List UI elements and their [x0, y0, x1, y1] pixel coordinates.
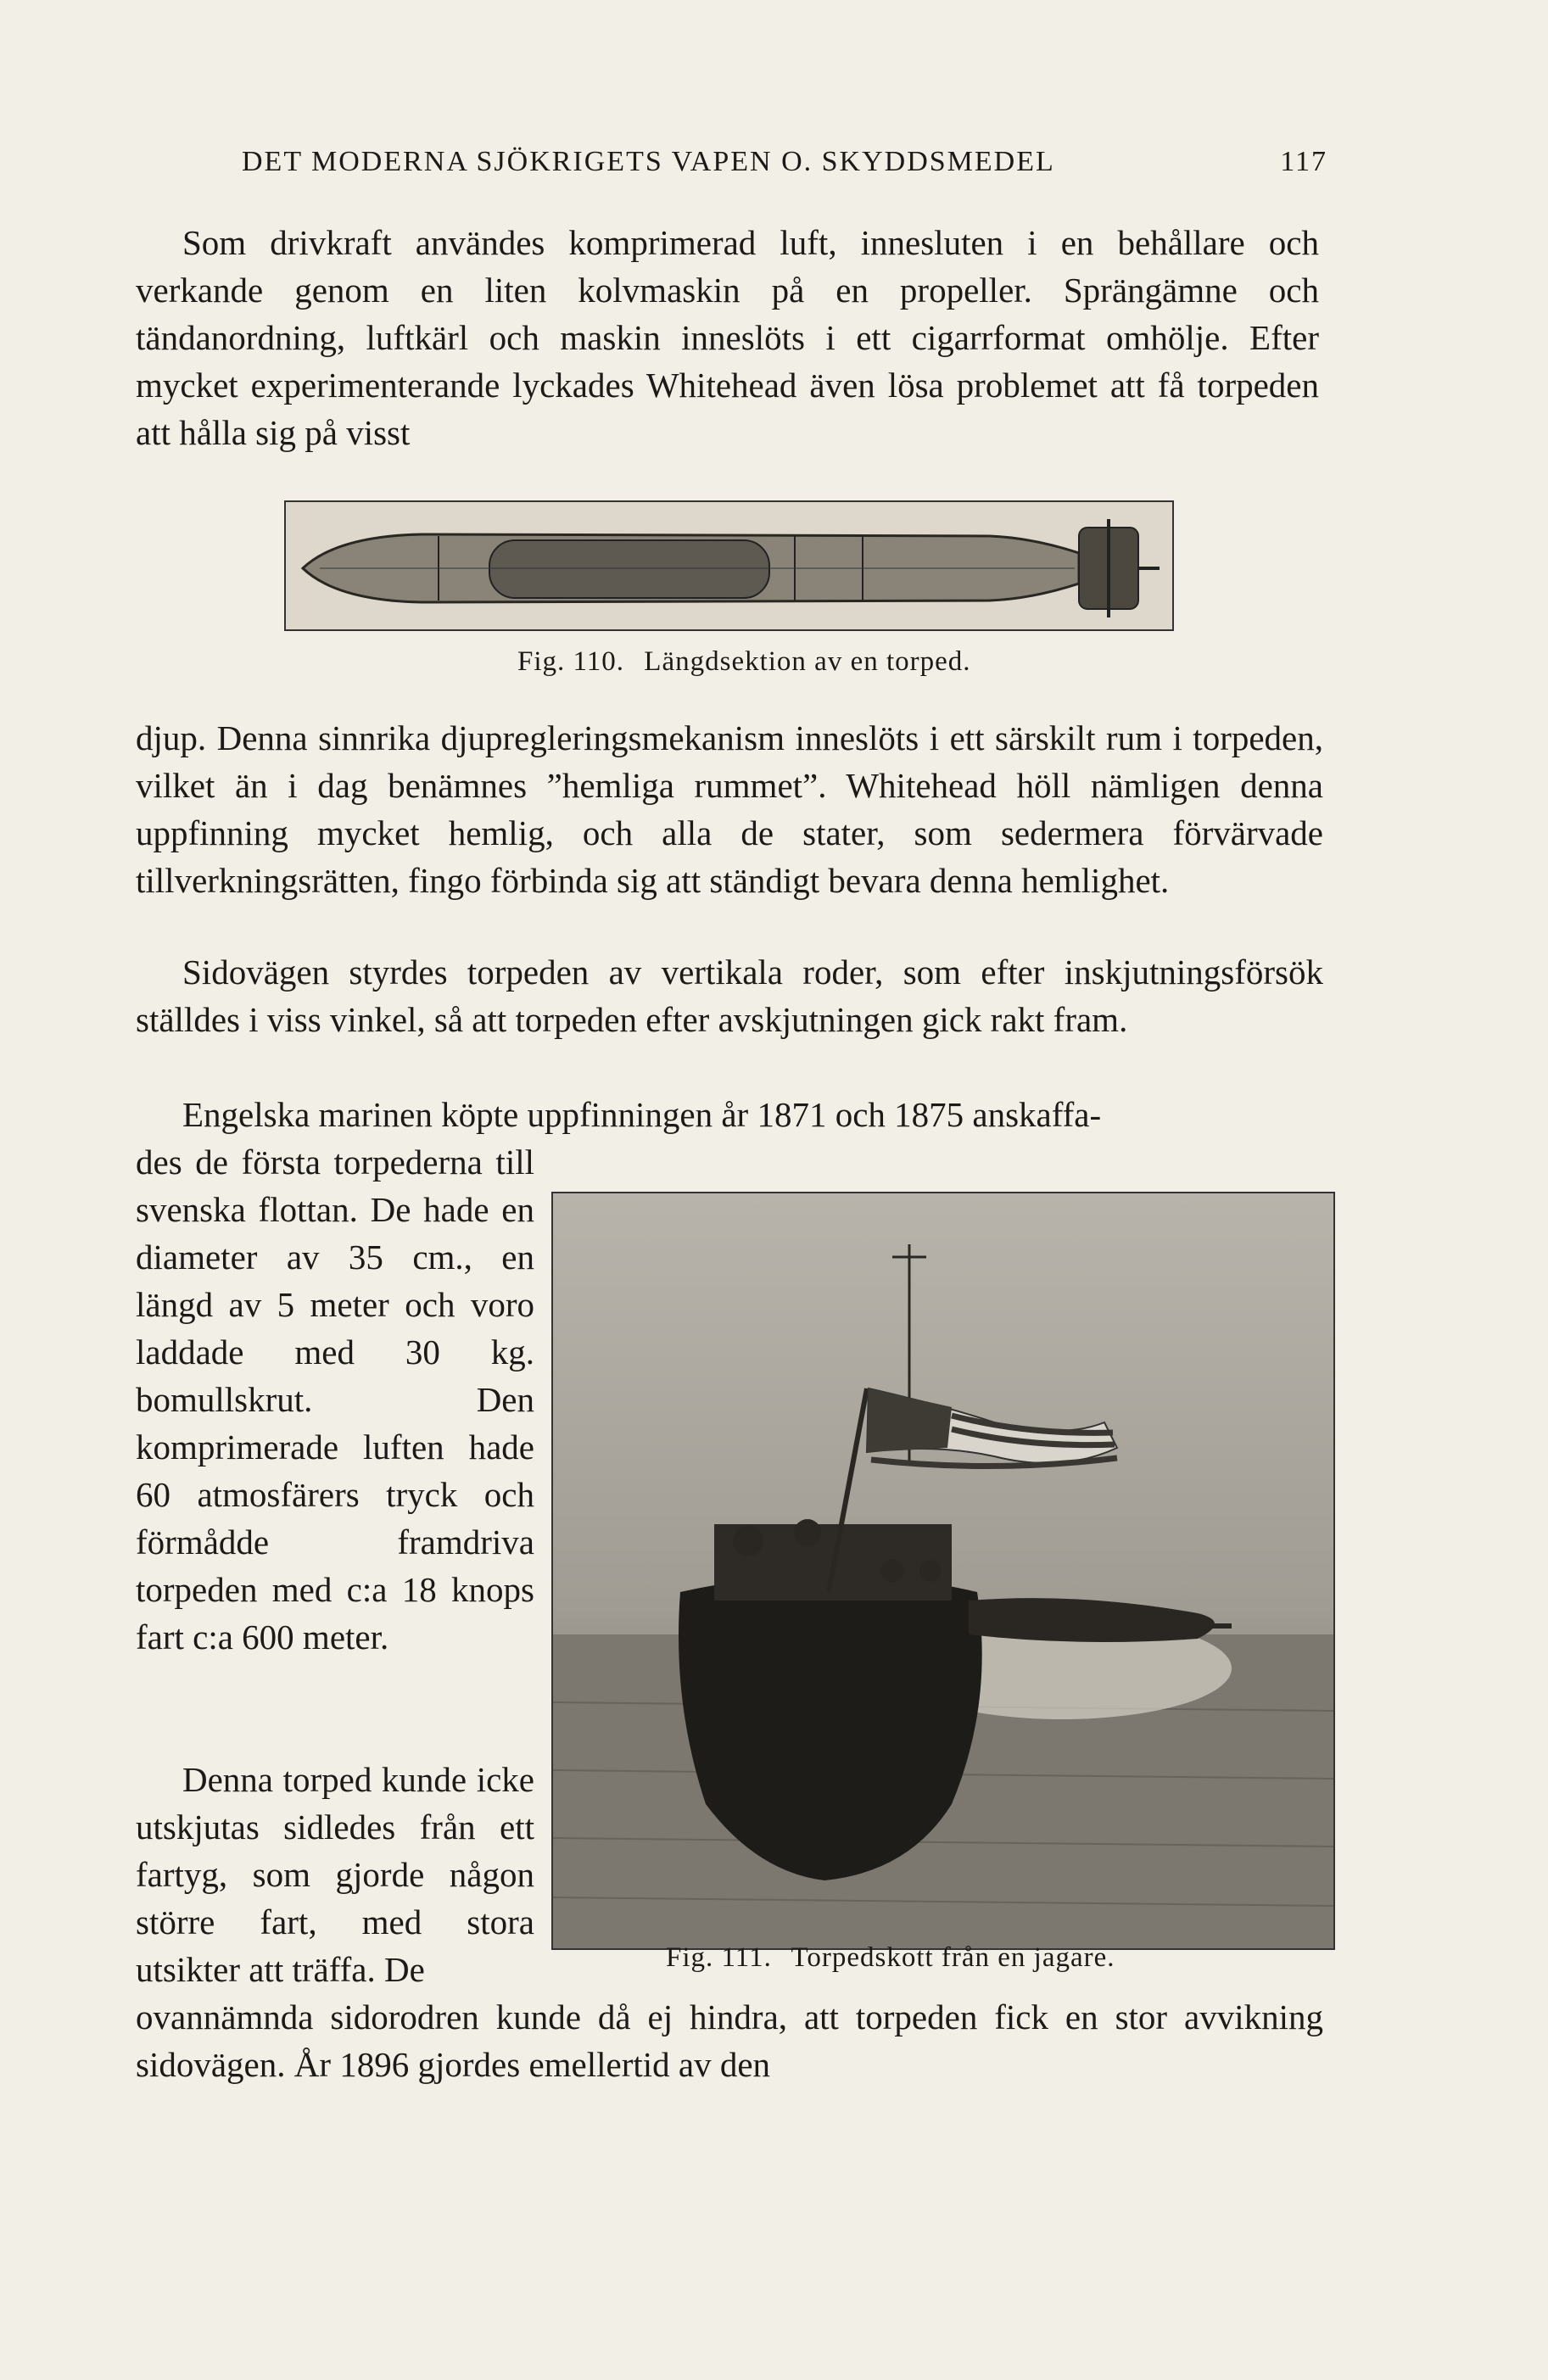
- figure-110-caption: [517, 646, 971, 678]
- paragraph-propulsion: Som drivkraft användes komprimerad luft, innesluten i en behållare och verkande genom en liten kolvmaskin på en propeller. Sprängämne och tändanordning, luftkärl och maskin inneslöts i ett cigarrformat omhölje. Efter mycket experimenterande lyckades Whitehead även lösa problemet att få torpeden att hålla sig på visst: [136, 223, 1319, 452]
- paragraph-sideways-launch-column: Denna torped kunde icke utskjutas sidledes från ett fartyg, som gjorde någon större fart, med stora utsikter att träffa. De: [136, 1760, 534, 1989]
- torpedo-launch-photo: [551, 1192, 1335, 1950]
- running-header: [242, 146, 1327, 178]
- paragraph-rudders: Sidovägen styrdes torpeden av vertikala roder, som efter inskjutningsförsök ställdes i viss vinkel, så att torpeden efter avskjutningen gick rakt fram.: [136, 953, 1323, 1039]
- figure-110-text: Längdsektion av en torped.: [644, 646, 971, 677]
- paragraph-depth-mechanism: djup. Denna sinnrika djupregleringsmekanism inneslöts i ett särskilt rum i torpeden, vilket än i dag benämnes ”hemliga rummet”. Whitehead höll nämligen denna uppfinning mycket hemlig, och alla de stater, som sedermera förvärvade tillverkningsrätten, fingo förbinda sig att ständigt bevara denna hemlighet.: [136, 718, 1323, 900]
- figure-111-caption: [666, 1942, 1115, 1974]
- figure-111-number: Fig. 111.: [666, 1942, 772, 1973]
- destroyer-photo: [553, 1193, 1333, 1948]
- torpedo-section-drawing: [286, 502, 1172, 629]
- paragraph-english-navy-first-line: Engelska marinen köpte uppfinningen år 1871 och 1875 anskaffa-: [182, 1095, 1102, 1134]
- figure-110-number: Fig. 110.: [517, 646, 625, 677]
- paragraph-english-navy-column: des de första torpederna till svenska flottan. De hade en diameter av 35 cm., en längd av 5 meter och voro laddade med 30 kg. bomullskrut. Den komprimerade luften hade 60 atmosfärers tryck och förmådde framdriva torpeden med c:a 18 knops fart c:a 600 meter.: [136, 1143, 534, 1657]
- figure-111-text: Torpedskott från en jagare.: [791, 1942, 1115, 1973]
- paragraph-sideways-launch-tail: ovannämnda sidorodren kunde då ej hindra, att torpeden fick en stor avvikning sidovägen. År 1896 gjordes emellertid av den: [136, 1997, 1323, 2084]
- page-number: 117: [1280, 146, 1327, 177]
- torpedo-section-figure: [284, 500, 1174, 631]
- running-title: DET MODERNA SJÖKRIGETS VAPEN O. SKYDDSMEDEL: [242, 146, 1055, 177]
